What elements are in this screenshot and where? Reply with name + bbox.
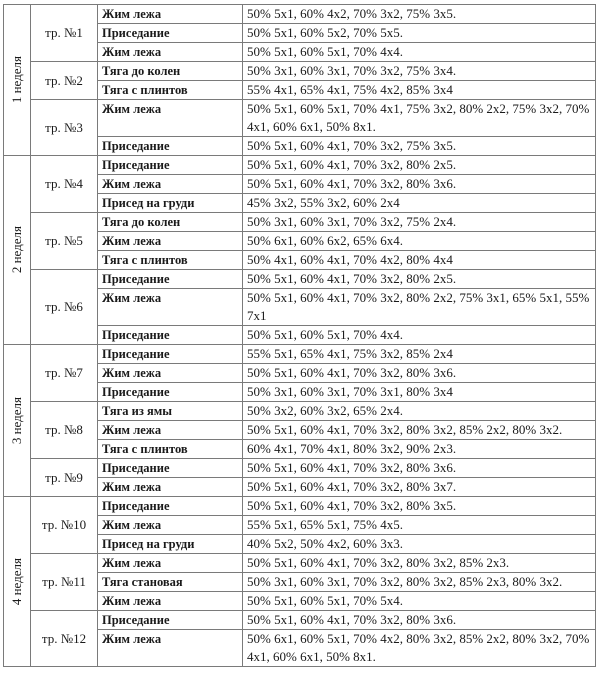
schedule-body (4, 5, 596, 667)
exercise-scheme: 50% 5х1, 60% 4х1, 70% 3х2, 75% 3х5. (243, 137, 596, 156)
exercise-scheme: 55% 5х1, 65% 4х1, 75% 3х2, 85% 2х4 (243, 345, 596, 364)
exercise-name: Приседание (98, 326, 243, 345)
table-row (4, 100, 596, 137)
table-row (4, 497, 596, 516)
exercise-scheme: 50% 3х1, 60% 3х1, 70% 3х2, 75% 2х4. (243, 213, 596, 232)
exercise-scheme: 50% 3х1, 60% 3х1, 70% 3х2, 75% 3х4. (243, 62, 596, 81)
exercise-scheme: 55% 4х1, 65% 4х1, 75% 4х2, 85% 3х4 (243, 81, 596, 100)
training-label: тр. №12 (31, 611, 98, 667)
exercise-scheme: 50% 5х1, 60% 5х1, 70% 4х4. (243, 43, 596, 62)
table-row (4, 554, 596, 573)
exercise-scheme: 50% 5х1, 60% 4х1, 70% 3х2, 80% 3х6. (243, 364, 596, 383)
exercise-scheme: 50% 5х1, 60% 4х1, 70% 3х2, 80% 3х6. (243, 175, 596, 194)
table-row (4, 270, 596, 289)
exercise-scheme: 45% 3х2, 55% 3х2, 60% 2х4 (243, 194, 596, 213)
exercise-scheme: 50% 5х1, 60% 4х1, 70% 3х2, 80% 3х5. (243, 497, 596, 516)
week-label-cell (4, 156, 31, 345)
exercise-name: Тяга с плинтов (98, 440, 243, 459)
training-label: тр. №8 (31, 402, 98, 459)
week-label-cell (4, 345, 31, 497)
exercise-scheme: 50% 4х1, 60% 4х1, 70% 4х2, 80% 4х4 (243, 251, 596, 270)
training-schedule-table (3, 4, 596, 667)
exercise-name: Жим лежа (98, 5, 243, 24)
exercise-name: Приседание (98, 611, 243, 630)
exercise-name: Приседание (98, 156, 243, 175)
exercise-scheme: 40% 5х2, 50% 4х2, 60% 3х3. (243, 535, 596, 554)
week-label-cell (4, 5, 31, 156)
exercise-scheme: 50% 5х1, 60% 5х1, 70% 4х4. (243, 326, 596, 345)
training-label: тр. №1 (31, 5, 98, 62)
training-label: тр. №9 (31, 459, 98, 497)
exercise-name: Присед на груди (98, 194, 243, 213)
week-label: 2 неделя (9, 226, 24, 274)
exercise-name: Приседание (98, 270, 243, 289)
training-label: тр. №2 (31, 62, 98, 100)
training-label: тр. №5 (31, 213, 98, 270)
exercise-scheme: 50% 5х1, 60% 5х2, 70% 5х5. (243, 24, 596, 43)
table-row (4, 611, 596, 630)
exercise-name: Жим лежа (98, 478, 243, 497)
training-label: тр. №7 (31, 345, 98, 402)
table-row (4, 459, 596, 478)
training-label: тр. №10 (31, 497, 98, 554)
exercise-name: Присед на груди (98, 535, 243, 554)
exercise-scheme: 50% 5х1, 60% 5х1, 70% 5х4. (243, 592, 596, 611)
exercise-name: Жим лежа (98, 421, 243, 440)
training-label: тр. №4 (31, 156, 98, 213)
exercise-name: Приседание (98, 24, 243, 43)
table-row (4, 5, 596, 24)
exercise-scheme: 50% 5х1, 60% 4х1, 70% 3х2, 80% 3х6. (243, 611, 596, 630)
week-label: 3 неделя (9, 396, 24, 445)
exercise-name: Приседание (98, 459, 243, 478)
exercise-scheme: 50% 3х1, 60% 3х1, 70% 3х1, 80% 3х4 (243, 383, 596, 402)
week-label-cell (4, 497, 31, 667)
exercise-scheme: 50% 5х1, 60% 4х1, 70% 3х2, 80% 2х5. (243, 270, 596, 289)
exercise-scheme: 50% 3х1, 60% 3х1, 70% 3х2, 80% 3х2, 85% 2х3, 80% 3х2. (243, 573, 596, 592)
training-label: тр. №6 (31, 270, 98, 345)
table-row (4, 402, 596, 421)
table-row (4, 213, 596, 232)
exercise-scheme: 55% 5х1, 65% 5х1, 75% 4х5. (243, 516, 596, 535)
exercise-name: Приседание (98, 497, 243, 516)
table-row (4, 62, 596, 81)
training-label: тр. №3 (31, 100, 98, 156)
exercise-scheme: 50% 5х1, 60% 4х1, 70% 3х2, 80% 2х5. (243, 156, 596, 175)
exercise-name: Тяга становая (98, 573, 243, 592)
exercise-name: Тяга до колен (98, 213, 243, 232)
exercise-scheme: 50% 5х1, 60% 4х1, 70% 3х2, 80% 2х2, 75% 3х1, 65% 5х1, 55% 7х1 (243, 289, 596, 326)
exercise-name: Жим лежа (98, 175, 243, 194)
exercise-scheme: 50% 5х1, 60% 5х1, 70% 4х1, 75% 3х2, 80% 2х2, 75% 3х2, 70% 4х1, 60% 6х1, 50% 8х1. (243, 100, 596, 137)
exercise-name: Жим лежа (98, 289, 243, 326)
exercise-name: Приседание (98, 345, 243, 364)
exercise-name: Тяга с плинтов (98, 81, 243, 100)
exercise-scheme: 50% 6х1, 60% 5х1, 70% 4х2, 80% 3х2, 85% 2х2, 80% 3х2, 70% 4х1, 60% 6х1, 50% 8х1. (243, 630, 596, 667)
exercise-name: Приседание (98, 137, 243, 156)
exercise-name: Жим лежа (98, 43, 243, 62)
exercise-name: Тяга до колен (98, 62, 243, 81)
exercise-scheme: 60% 4х1, 70% 4х1, 80% 3х2, 90% 2х3. (243, 440, 596, 459)
table-row (4, 156, 596, 175)
week-label: 4 неделя (9, 557, 24, 606)
exercise-name: Жим лежа (98, 516, 243, 535)
exercise-name: Жим лежа (98, 364, 243, 383)
exercise-name: Тяга из ямы (98, 402, 243, 421)
exercise-name: Приседание (98, 383, 243, 402)
exercise-name: Жим лежа (98, 630, 243, 667)
exercise-scheme: 50% 5х1, 60% 4х1, 70% 3х2, 80% 3х2, 85% 2х3. (243, 554, 596, 573)
exercise-name: Жим лежа (98, 554, 243, 573)
week-label: 1 неделя (9, 56, 24, 104)
exercise-scheme: 50% 5х1, 60% 4х1, 70% 3х2, 80% 3х7. (243, 478, 596, 497)
exercise-scheme: 50% 5х1, 60% 4х2, 70% 3х2, 75% 3х5. (243, 5, 596, 24)
exercise-name: Жим лежа (98, 592, 243, 611)
exercise-name: Жим лежа (98, 100, 243, 137)
training-label: тр. №11 (31, 554, 98, 611)
exercise-scheme: 50% 5х1, 60% 4х1, 70% 3х2, 80% 3х2, 85% 2х2, 80% 3х2. (243, 421, 596, 440)
exercise-name: Тяга с плинтов (98, 251, 243, 270)
exercise-scheme: 50% 5х1, 60% 4х1, 70% 3х2, 80% 3х6. (243, 459, 596, 478)
table-row (4, 345, 596, 364)
exercise-name: Жим лежа (98, 232, 243, 251)
exercise-scheme: 50% 3х2, 60% 3х2, 65% 2х4. (243, 402, 596, 421)
exercise-scheme: 50% 6х1, 60% 6х2, 65% 6х4. (243, 232, 596, 251)
